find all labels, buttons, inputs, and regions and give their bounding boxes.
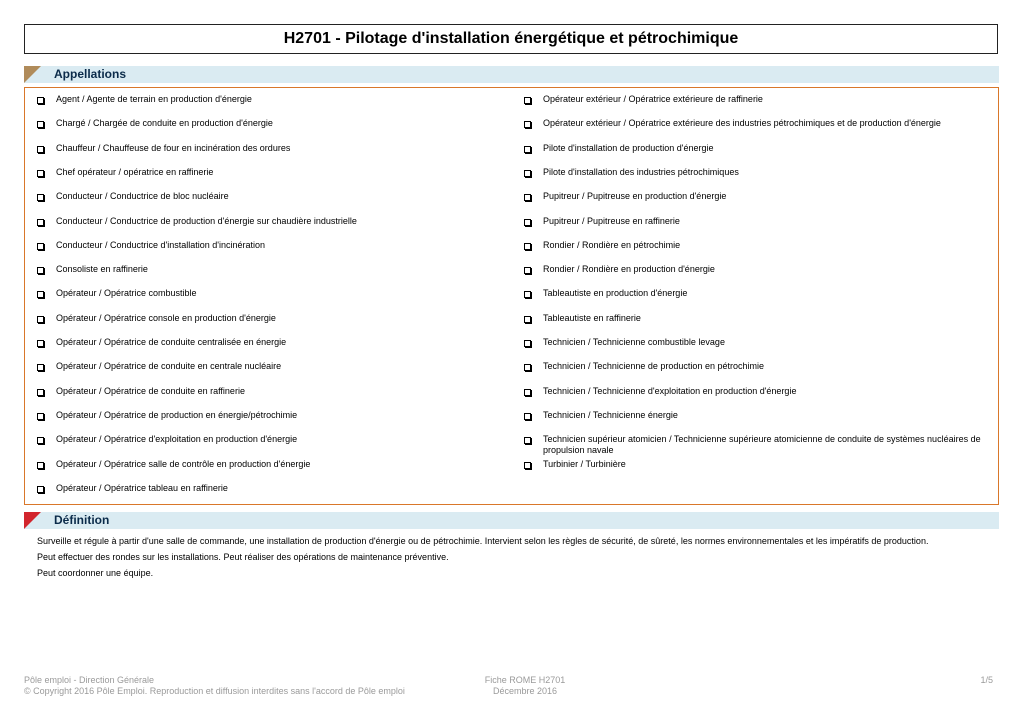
- page-title: H2701 - Pilotage d'installation énergétique et pétrochimique: [24, 24, 998, 54]
- definition-paragraph: Peut effectuer des rondes sur les installations. Peut réaliser des opérations de maintenance préventive.: [37, 552, 449, 562]
- appellation-label: Opérateur / Opératrice tableau en raffinerie: [56, 482, 228, 493]
- appellation-item: [37, 167, 496, 178]
- appellation-item: [524, 264, 983, 275]
- appellation-item: [37, 191, 496, 202]
- footer-copyright: © Copyright 2016 Pôle Emploi. Reproduction et diffusion interdites sans l'accord de Pôle emploi: [24, 686, 405, 696]
- appellation-label: Chargé / Chargée de conduite en production d'énergie: [56, 118, 273, 129]
- appellation-item: [37, 483, 496, 494]
- footer-fiche: Fiche ROME H2701: [484, 675, 566, 685]
- checkbox-icon: [524, 219, 531, 226]
- appellation-item: [37, 410, 496, 421]
- appellation-item: [37, 288, 496, 299]
- appellation-label: Technicien / Technicienne énergie: [543, 409, 678, 420]
- appellation-item: [524, 143, 983, 154]
- appellation-label: Pilote d'installation des industries pétrochimiques: [543, 166, 739, 177]
- appellation-label: Pupitreur / Pupitreuse en production d'énergie: [543, 191, 727, 202]
- appellations-heading: Appellations: [54, 67, 127, 81]
- appellation-label: Opérateur / Opératrice de conduite centralisée en énergie: [56, 337, 287, 347]
- checkbox-icon: [37, 462, 44, 469]
- appellation-label: Technicien supérieur atomicien / Technicienne supérieure atomicienne de conduite de systèmes nucléaires de propulsion navale: [543, 434, 981, 456]
- checkbox-icon: [37, 340, 44, 347]
- checkbox-icon: [524, 170, 531, 177]
- appellation-label: Consoliste en raffinerie: [56, 264, 148, 275]
- definition-paragraph: Peut coordonner une équipe.: [37, 568, 154, 578]
- checkbox-icon: [524, 97, 531, 104]
- footer-page-number: 1/5: [980, 675, 993, 685]
- checkbox-icon: [524, 437, 531, 444]
- appellation-item: [37, 337, 496, 348]
- appellation-label: Opérateur extérieur / Opératrice extérieure des industries pétrochimiques et de production d'énergie: [543, 118, 941, 129]
- appellation-item: [524, 191, 983, 202]
- appellation-item: [37, 459, 496, 470]
- appellation-item: [524, 118, 983, 129]
- checkbox-icon: [37, 291, 44, 298]
- checkbox-icon: [37, 170, 44, 177]
- appellation-label: Turbinier / Turbinière: [543, 458, 626, 469]
- appellation-item: [37, 361, 496, 372]
- appellation-item: [524, 313, 983, 324]
- appellation-item: [524, 361, 983, 372]
- appellation-item: [37, 240, 496, 251]
- appellation-label: Opérateur / Opératrice combustible: [56, 288, 197, 299]
- appellation-label: Opérateur extérieur / Opératrice extérieure de raffinerie: [543, 94, 763, 104]
- appellation-label: Opérateur / Opératrice de conduite en raffinerie: [56, 385, 245, 396]
- appellation-item: [37, 264, 496, 275]
- appellation-item: [524, 288, 983, 299]
- checkbox-icon: [524, 146, 531, 153]
- appellation-item: [37, 143, 496, 154]
- appellation-label: Opérateur / Opératrice salle de contrôle en production d'énergie: [56, 458, 311, 469]
- appellation-label: Conducteur / Conductrice de production d'énergie sur chaudière industrielle: [56, 215, 357, 226]
- appellation-item: [37, 434, 496, 445]
- appellation-label: Opérateur / Opératrice de production en énergie/pétrochimie: [56, 409, 298, 420]
- checkbox-icon: [524, 364, 531, 371]
- appellation-label: Conducteur / Conductrice d'installation d'incinération: [56, 239, 266, 250]
- checkbox-icon: [37, 486, 44, 493]
- section-marker-icon: [24, 66, 41, 83]
- appellation-item: [524, 434, 983, 456]
- checkbox-icon: [37, 389, 44, 396]
- appellation-item: [37, 386, 496, 397]
- appellation-label: Technicien / Technicienne combustible levage: [543, 337, 725, 347]
- checkbox-icon: [524, 267, 531, 274]
- appellation-label: Agent / Agente de terrain en production d'énergie: [56, 94, 252, 104]
- checkbox-icon: [524, 291, 531, 298]
- appellation-label: Technicien / Technicienne de production en pétrochimie: [543, 361, 764, 372]
- definition-text: [37, 533, 987, 581]
- checkbox-icon: [37, 437, 44, 444]
- checkbox-icon: [37, 146, 44, 153]
- appellation-item: [524, 410, 983, 421]
- appellation-item: [524, 337, 983, 348]
- checkbox-icon: [524, 121, 531, 128]
- appellation-item: [37, 216, 496, 227]
- definition-header: [24, 512, 999, 529]
- footer-date: Décembre 2016: [492, 686, 558, 696]
- checkbox-icon: [524, 462, 531, 469]
- checkbox-icon: [524, 340, 531, 347]
- appellation-label: Chef opérateur / opératrice en raffinerie: [56, 166, 214, 177]
- appellation-label: Tableautiste en raffinerie: [543, 312, 641, 323]
- appellation-label: Opérateur / Opératrice console en production d'énergie: [56, 312, 276, 323]
- appellation-item: [37, 94, 496, 105]
- appellation-item: [524, 216, 983, 227]
- checkbox-icon: [37, 219, 44, 226]
- checkbox-icon: [37, 413, 44, 420]
- checkbox-icon: [524, 389, 531, 396]
- appellation-label: Pupitreur / Pupitreuse en raffinerie: [543, 215, 680, 226]
- checkbox-icon: [37, 194, 44, 201]
- appellation-label: Conducteur / Conductrice de bloc nucléaire: [56, 191, 229, 202]
- definition-heading: Définition: [54, 513, 110, 527]
- checkbox-icon: [524, 194, 531, 201]
- appellations-header: [24, 66, 999, 83]
- appellation-label: Pilote d'installation de production d'énergie: [543, 142, 714, 153]
- checkbox-icon: [524, 316, 531, 323]
- appellation-label: Rondier / Rondière en production d'énergie: [543, 264, 715, 275]
- footer-center: [470, 675, 580, 697]
- appellation-item: [37, 313, 496, 324]
- appellation-item: [524, 94, 983, 105]
- checkbox-icon: [37, 364, 44, 371]
- checkbox-icon: [37, 267, 44, 274]
- checkbox-icon: [524, 243, 531, 250]
- checkbox-icon: [37, 243, 44, 250]
- checkbox-icon: [37, 121, 44, 128]
- footer-left: [24, 675, 405, 697]
- appellation-label: Opérateur / Opératrice d'exploitation en production d'énergie: [56, 434, 298, 445]
- appellation-label: Tableautiste en production d'énergie: [543, 288, 688, 299]
- appellation-label: Rondier / Rondière en pétrochimie: [543, 239, 681, 250]
- checkbox-icon: [37, 316, 44, 323]
- checkbox-icon: [37, 97, 44, 104]
- appellation-item: [37, 118, 496, 129]
- section-marker-icon: [24, 512, 41, 529]
- appellation-label: Technicien / Technicienne d'exploitation en production d'énergie: [543, 385, 797, 396]
- appellation-item: [524, 240, 983, 251]
- appellations-list: [24, 87, 999, 505]
- appellation-item: [524, 167, 983, 178]
- footer-org: Pôle emploi - Direction Générale: [24, 675, 155, 685]
- appellation-item: [524, 386, 983, 397]
- appellation-label: Chauffeur / Chauffeuse de four en incinération des ordures: [56, 142, 291, 153]
- checkbox-icon: [524, 413, 531, 420]
- definition-paragraph: Surveille et régule à partir d'une salle de commande, une installation de production d'énergie ou de pétrochimie. Intervient selon les règles de sécurité, de sûreté, les normes environnementales et les impératifs de production.: [37, 536, 929, 546]
- appellation-label: Opérateur / Opératrice de conduite en centrale nucléaire: [56, 361, 282, 372]
- appellation-item: [524, 459, 983, 470]
